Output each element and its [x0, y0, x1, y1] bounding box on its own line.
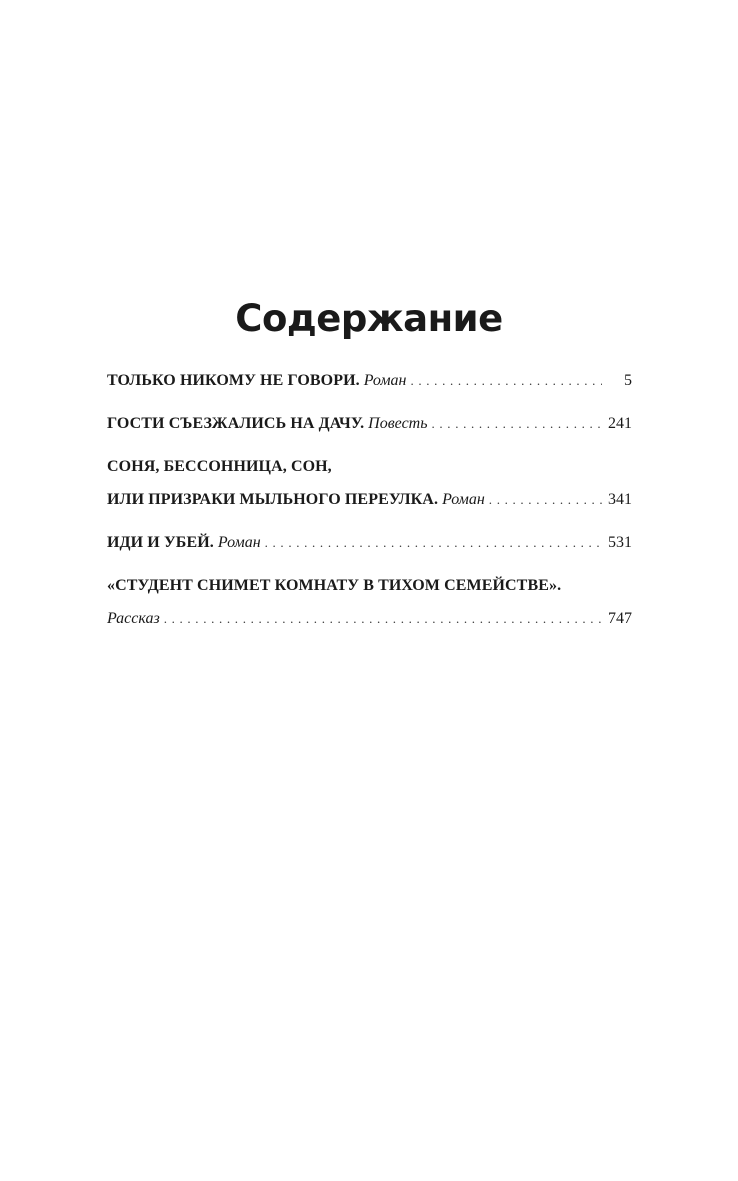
dot-leader [489, 485, 602, 514]
toc-line [107, 571, 632, 604]
toc-entry-genre: Роман [363, 372, 407, 389]
dot-leader [265, 528, 602, 557]
toc-line [107, 528, 632, 557]
toc-entry-title: ГОСТИ СЪЕЗЖАЛИСЬ НА ДАЧУ. [107, 415, 365, 432]
toc-entry-title: «СТУДЕНТ СНИМЕТ КОМНАТУ В ТИХОМ СЕМЕЙСТВЕ». [107, 577, 562, 594]
toc-line [107, 485, 632, 514]
dot-leader [432, 409, 603, 438]
page-title: Содержание [235, 297, 503, 340]
dot-leader [410, 366, 602, 395]
toc-entry-genre: Рассказ [107, 610, 160, 627]
toc-line [107, 409, 632, 438]
toc-entry-title: ТОЛЬКО НИКОМУ НЕ ГОВОРИ. [107, 372, 360, 389]
toc-line [107, 452, 632, 485]
toc-entry-page: 241 [608, 415, 632, 432]
toc-entry-genre: Повесть [368, 415, 428, 432]
toc-entry-title: ИДИ И УБЕЙ. [107, 534, 214, 551]
toc-entry[interactable] [107, 366, 632, 395]
toc-entry-page: 341 [608, 491, 632, 508]
toc-entry-page: 5 [624, 372, 632, 389]
toc-entry-title: СОНЯ, БЕССОННИЦА, СОН, [107, 458, 332, 475]
dot-leader [164, 604, 602, 633]
toc-entry[interactable] [107, 528, 632, 557]
toc-entry[interactable] [107, 571, 632, 633]
toc-entry-page: 531 [608, 534, 632, 551]
toc-entry[interactable] [107, 409, 632, 438]
toc-entry-genre: Роман [217, 534, 261, 551]
toc-entry-title: ИЛИ ПРИЗРАКИ МЫЛЬНОГО ПЕРЕУЛКА. [107, 491, 439, 508]
toc-entry-genre: Роман [442, 491, 485, 508]
table-of-contents [107, 366, 632, 647]
toc-line [107, 604, 632, 633]
toc-entry[interactable] [107, 452, 632, 514]
toc-entry-page: 747 [608, 610, 632, 627]
toc-line [107, 366, 632, 395]
